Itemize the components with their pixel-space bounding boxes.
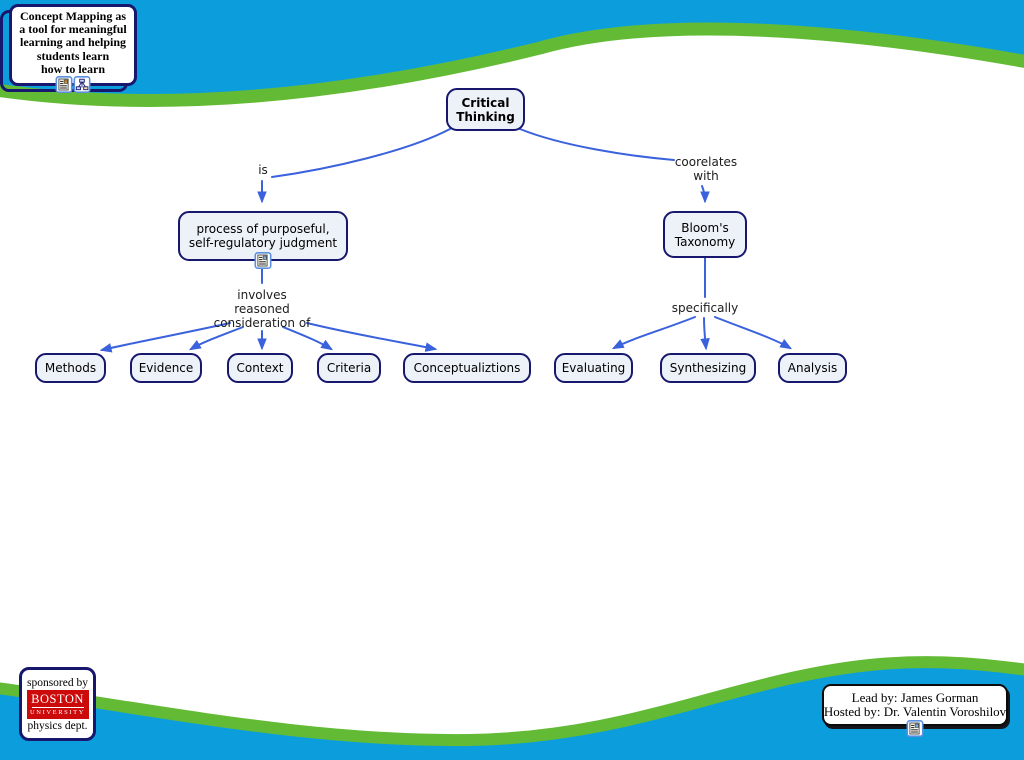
title-line: how to learn: [41, 61, 105, 76]
concept-text: self-regulatory judgment: [188, 236, 338, 250]
arrow-specifically-to-evaluating[interactable]: [614, 317, 695, 348]
sponsor-box[interactable]: [19, 667, 96, 741]
arrow-specifically-to-analysis[interactable]: [715, 317, 790, 348]
arrow-coorelates-to-blooms[interactable]: [702, 186, 705, 201]
concept-text: Taxonomy: [674, 234, 736, 249]
credits-line: Lead by: James Gorman: [851, 689, 979, 705]
document-resource-icon[interactable]: [56, 76, 73, 93]
link-label-line: consideration of: [213, 316, 311, 330]
concept-evidence[interactable]: Evidence: [130, 353, 202, 383]
concept-text: process of purposeful,: [196, 222, 330, 236]
title-box[interactable]: [9, 4, 137, 86]
concept-critical-thinking[interactable]: [446, 88, 525, 131]
logo-text-university: UNIVERSITY: [30, 708, 85, 716]
link-label-involves-reasoned-consideration[interactable]: [204, 288, 320, 330]
document-resource-icon[interactable]: [907, 720, 924, 737]
sponsor-text-top: sponsored by: [26, 676, 88, 689]
concept-methods[interactable]: Methods: [35, 353, 106, 383]
cmap-resource-icon[interactable]: [74, 76, 91, 93]
concept-synthesizing[interactable]: Synthesizing: [660, 353, 756, 383]
link-label-line: involves: [237, 288, 287, 302]
sponsor-text-bottom: physics dept.: [27, 719, 88, 732]
boston-university-logo: [27, 690, 89, 719]
concept-process-of-purposeful-judgment[interactable]: [178, 211, 348, 261]
link-label-specifically[interactable]: specifically: [671, 301, 739, 315]
credits-line: Hosted by: Dr. Valentin Voroshilov: [823, 704, 1007, 719]
line-critical-to-coorelates[interactable]: [520, 129, 674, 160]
logo-divider: [32, 707, 84, 708]
concept-analysis[interactable]: Analysis: [778, 353, 847, 383]
title-line: students learn: [36, 48, 110, 63]
document-resource-icon[interactable]: [255, 252, 272, 269]
concept-text: Critical: [461, 95, 510, 110]
link-label-coorelates-with[interactable]: [666, 155, 746, 183]
title-line: Concept Mapping as: [19, 9, 126, 23]
line-critical-to-is[interactable]: [272, 129, 450, 177]
concept-text: Bloom's: [681, 220, 729, 235]
logo-text-boston: BOSTON: [31, 691, 84, 706]
title-line: a tool for meaningful: [19, 22, 127, 37]
title-line: learning and helping: [19, 35, 127, 50]
concept-criteria[interactable]: Criteria: [317, 353, 381, 383]
link-label-line: coorelates: [674, 155, 738, 169]
link-label-line: with: [693, 169, 719, 183]
link-label-line: reasoned: [234, 302, 290, 316]
concept-blooms-taxonomy[interactable]: [663, 211, 747, 258]
concept-conceptualiztions[interactable]: Conceptualiztions: [403, 353, 531, 383]
credits-box[interactable]: [822, 684, 1008, 726]
concept-evaluating[interactable]: Evaluating: [554, 353, 633, 383]
arrow-specifically-to-synthesizing[interactable]: [704, 318, 706, 348]
concept-context[interactable]: Context: [227, 353, 293, 383]
link-label-is[interactable]: is: [258, 163, 268, 177]
concept-text: Thinking: [456, 109, 515, 124]
arrow-involves-to-criteria[interactable]: [283, 327, 331, 349]
